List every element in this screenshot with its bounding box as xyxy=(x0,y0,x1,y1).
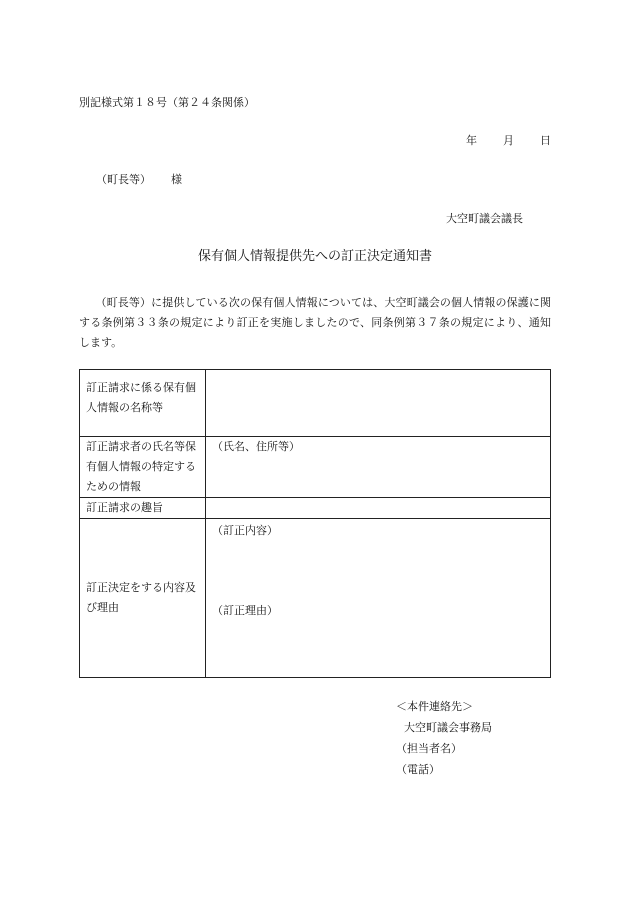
body-text: （町長等）に提供している次の保有個人情報については、大空町議会の個人情報の保護に関する条例第３３条の規定により訂正を実施しましたので、同条例第３７条の規定により、通知します。 xyxy=(79,296,551,349)
addressee-name: （町長等） xyxy=(96,173,151,186)
contact-office: 大空町議会事務局 xyxy=(404,721,492,734)
row2-label: 訂正請求者の氏名等保有個人情報の特定するための情報 xyxy=(80,437,206,498)
contact-person: （担当者名） xyxy=(396,742,462,755)
row3-value xyxy=(206,498,551,519)
sender: 大空町議会議長 xyxy=(446,212,523,225)
contact-phone: （電話） xyxy=(396,763,440,776)
row4-label: 訂正決定をする内容及び理由 xyxy=(80,519,206,678)
row4-value xyxy=(206,519,551,678)
addressee xyxy=(96,173,182,187)
correction-content-label: （訂正内容） xyxy=(212,524,278,537)
addressee-honorific: 様 xyxy=(171,173,182,186)
date-line xyxy=(466,134,551,148)
correction-reason-label: （訂正理由） xyxy=(212,604,278,617)
form-number: 別記様式第１８号（第２４条関係） xyxy=(79,96,255,109)
date-year: 年 xyxy=(466,134,477,147)
date-day: 日 xyxy=(540,134,551,147)
row1-label: 訂正請求に係る保有個人情報の名称等 xyxy=(80,370,206,437)
row3-label: 訂正請求の趣旨 xyxy=(80,498,206,519)
contact-heading: ＜本件連絡先＞ xyxy=(396,700,473,713)
row2-value: （氏名、住所等） xyxy=(206,437,551,498)
date-month: 月 xyxy=(503,134,514,147)
table-row xyxy=(80,437,551,498)
table-row xyxy=(80,370,551,437)
contact-block xyxy=(396,696,492,780)
table-row xyxy=(80,498,551,519)
row1-value xyxy=(206,370,551,437)
table-row xyxy=(80,519,551,678)
notice-table xyxy=(79,369,551,678)
document-title: 保有個人情報提供先への訂正決定通知書 xyxy=(197,249,432,264)
